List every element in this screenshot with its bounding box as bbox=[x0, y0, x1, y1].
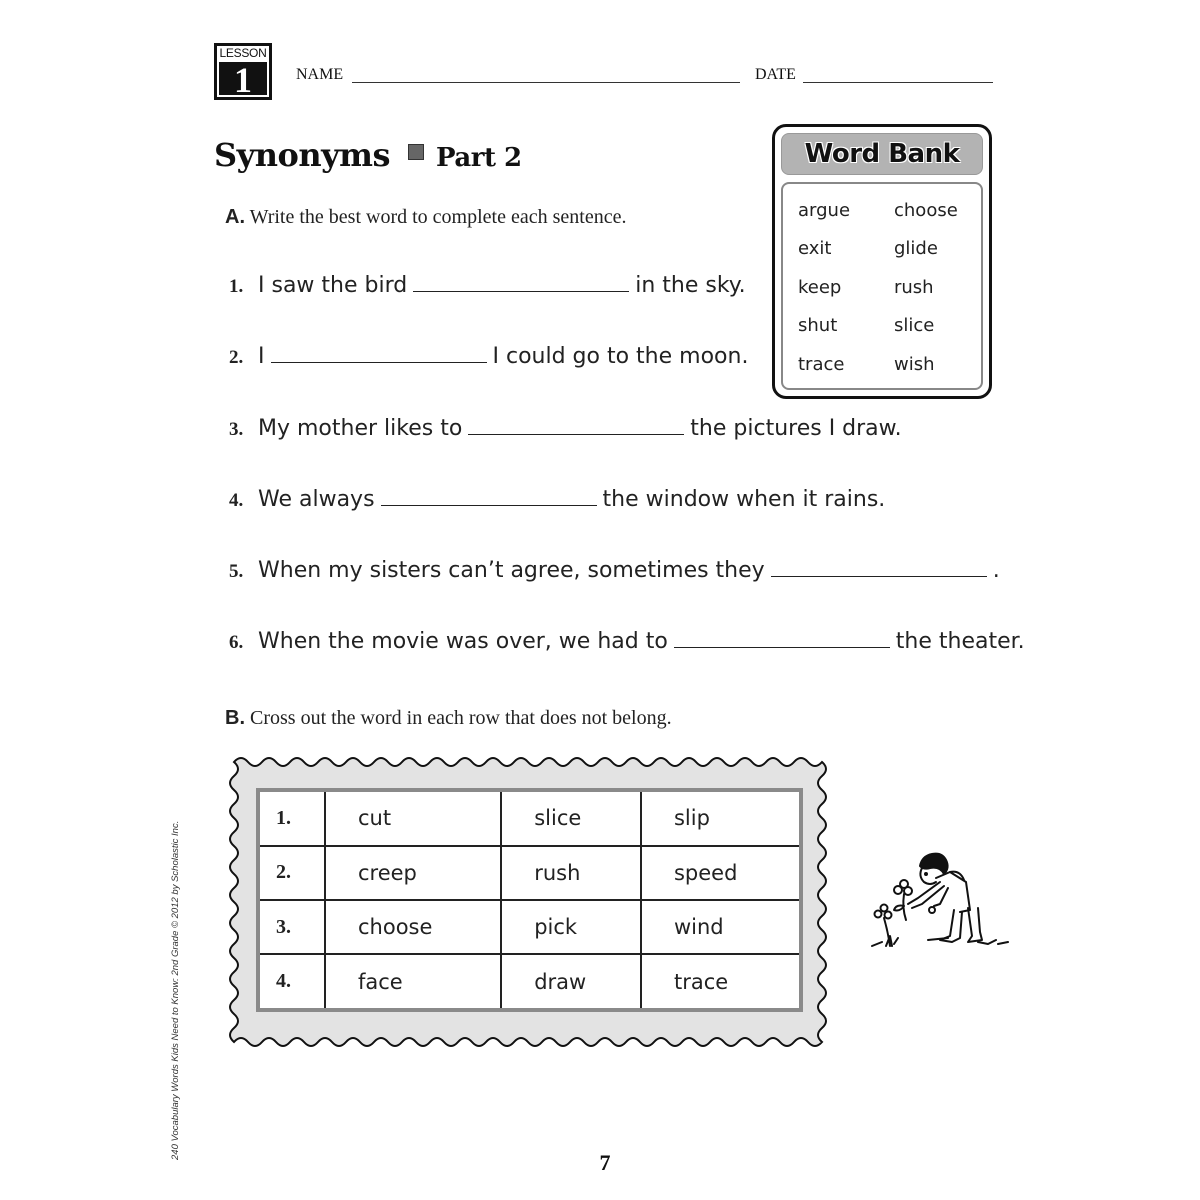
word-cell[interactable]: draw bbox=[501, 954, 641, 1010]
word-bank-item: rush bbox=[894, 277, 934, 298]
word-cell[interactable]: choose bbox=[325, 900, 501, 954]
word-cell[interactable]: speed bbox=[641, 846, 801, 900]
question-3: 3. My mother likes to the pictures I draw. bbox=[229, 416, 902, 441]
boy-picking-flowers-illustration bbox=[868, 848, 1013, 953]
table-row: 4. face draw trace bbox=[258, 954, 801, 1010]
word-bank-item: trace bbox=[798, 354, 845, 375]
word-cell[interactable]: creep bbox=[325, 846, 501, 900]
word-cell[interactable]: slip bbox=[641, 790, 801, 846]
page-title bbox=[214, 136, 522, 174]
name-label: NAME bbox=[296, 66, 344, 83]
question-4: 4. We always the window when it rains. bbox=[229, 487, 886, 512]
word-bank-item: shut bbox=[798, 315, 838, 336]
question-6: 6. When the movie was over, we had to the theater. bbox=[229, 629, 1025, 654]
answer-blank-5[interactable] bbox=[771, 558, 987, 577]
section-b-letter: B. bbox=[225, 707, 245, 729]
square-bullet-icon bbox=[408, 144, 424, 160]
word-bank-item: keep bbox=[798, 277, 842, 298]
word-cell[interactable]: wind bbox=[641, 900, 801, 954]
page-number: 7 bbox=[599, 1150, 611, 1175]
lesson-number: 1 bbox=[219, 62, 267, 95]
answer-blank-3[interactable] bbox=[468, 416, 684, 435]
word-bank-item: argue bbox=[798, 200, 851, 221]
lesson-label: LESSON bbox=[219, 46, 267, 60]
question-2: 2. I I could go to the moon. bbox=[229, 344, 749, 369]
answer-blank-2[interactable] bbox=[271, 344, 487, 363]
word-bank bbox=[772, 124, 992, 399]
answer-blank-4[interactable] bbox=[381, 487, 597, 506]
lesson-badge bbox=[214, 43, 272, 100]
section-b-instruction: B. Cross out the word in each row that does not belong. bbox=[225, 707, 672, 729]
word-cell[interactable]: trace bbox=[641, 954, 801, 1010]
answer-blank-1[interactable] bbox=[413, 273, 629, 292]
name-field[interactable] bbox=[352, 82, 740, 83]
title-part: Part 2 bbox=[436, 143, 522, 173]
word-cell[interactable]: rush bbox=[501, 846, 641, 900]
word-cell[interactable]: cut bbox=[325, 790, 501, 846]
answer-blank-6[interactable] bbox=[674, 629, 890, 648]
date-field[interactable] bbox=[803, 82, 993, 83]
word-bank-title: Word Bank bbox=[781, 133, 983, 175]
word-cell[interactable]: pick bbox=[501, 900, 641, 954]
table-row: 3. choose pick wind bbox=[258, 900, 801, 954]
title-main: Synonyms bbox=[214, 136, 391, 174]
word-cell[interactable]: face bbox=[325, 954, 501, 1010]
date-label: DATE bbox=[755, 66, 796, 83]
word-bank-item: choose bbox=[894, 200, 958, 221]
question-5: 5. When my sisters can’t agree, sometimes they . bbox=[229, 558, 1000, 583]
section-a-letter: A. bbox=[225, 206, 245, 228]
word-bank-item: wish bbox=[894, 354, 935, 375]
copyright-credit: 240 Vocabulary Words Kids Need to Know: 2nd Grade © 2012 by Scholastic Inc. bbox=[170, 820, 181, 1160]
word-bank-item: glide bbox=[894, 238, 938, 259]
word-cell[interactable]: slice bbox=[501, 790, 641, 846]
word-bank-item: slice bbox=[894, 315, 935, 336]
question-1: 1. I saw the bird in the sky. bbox=[229, 273, 746, 298]
cross-out-table bbox=[256, 788, 803, 1012]
section-a-instruction: A. Write the best word to complete each sentence. bbox=[225, 206, 627, 228]
table-row: 1. cut slice slip bbox=[258, 790, 801, 846]
table-row: 2. creep rush speed bbox=[258, 846, 801, 900]
word-bank-item: exit bbox=[798, 238, 832, 259]
